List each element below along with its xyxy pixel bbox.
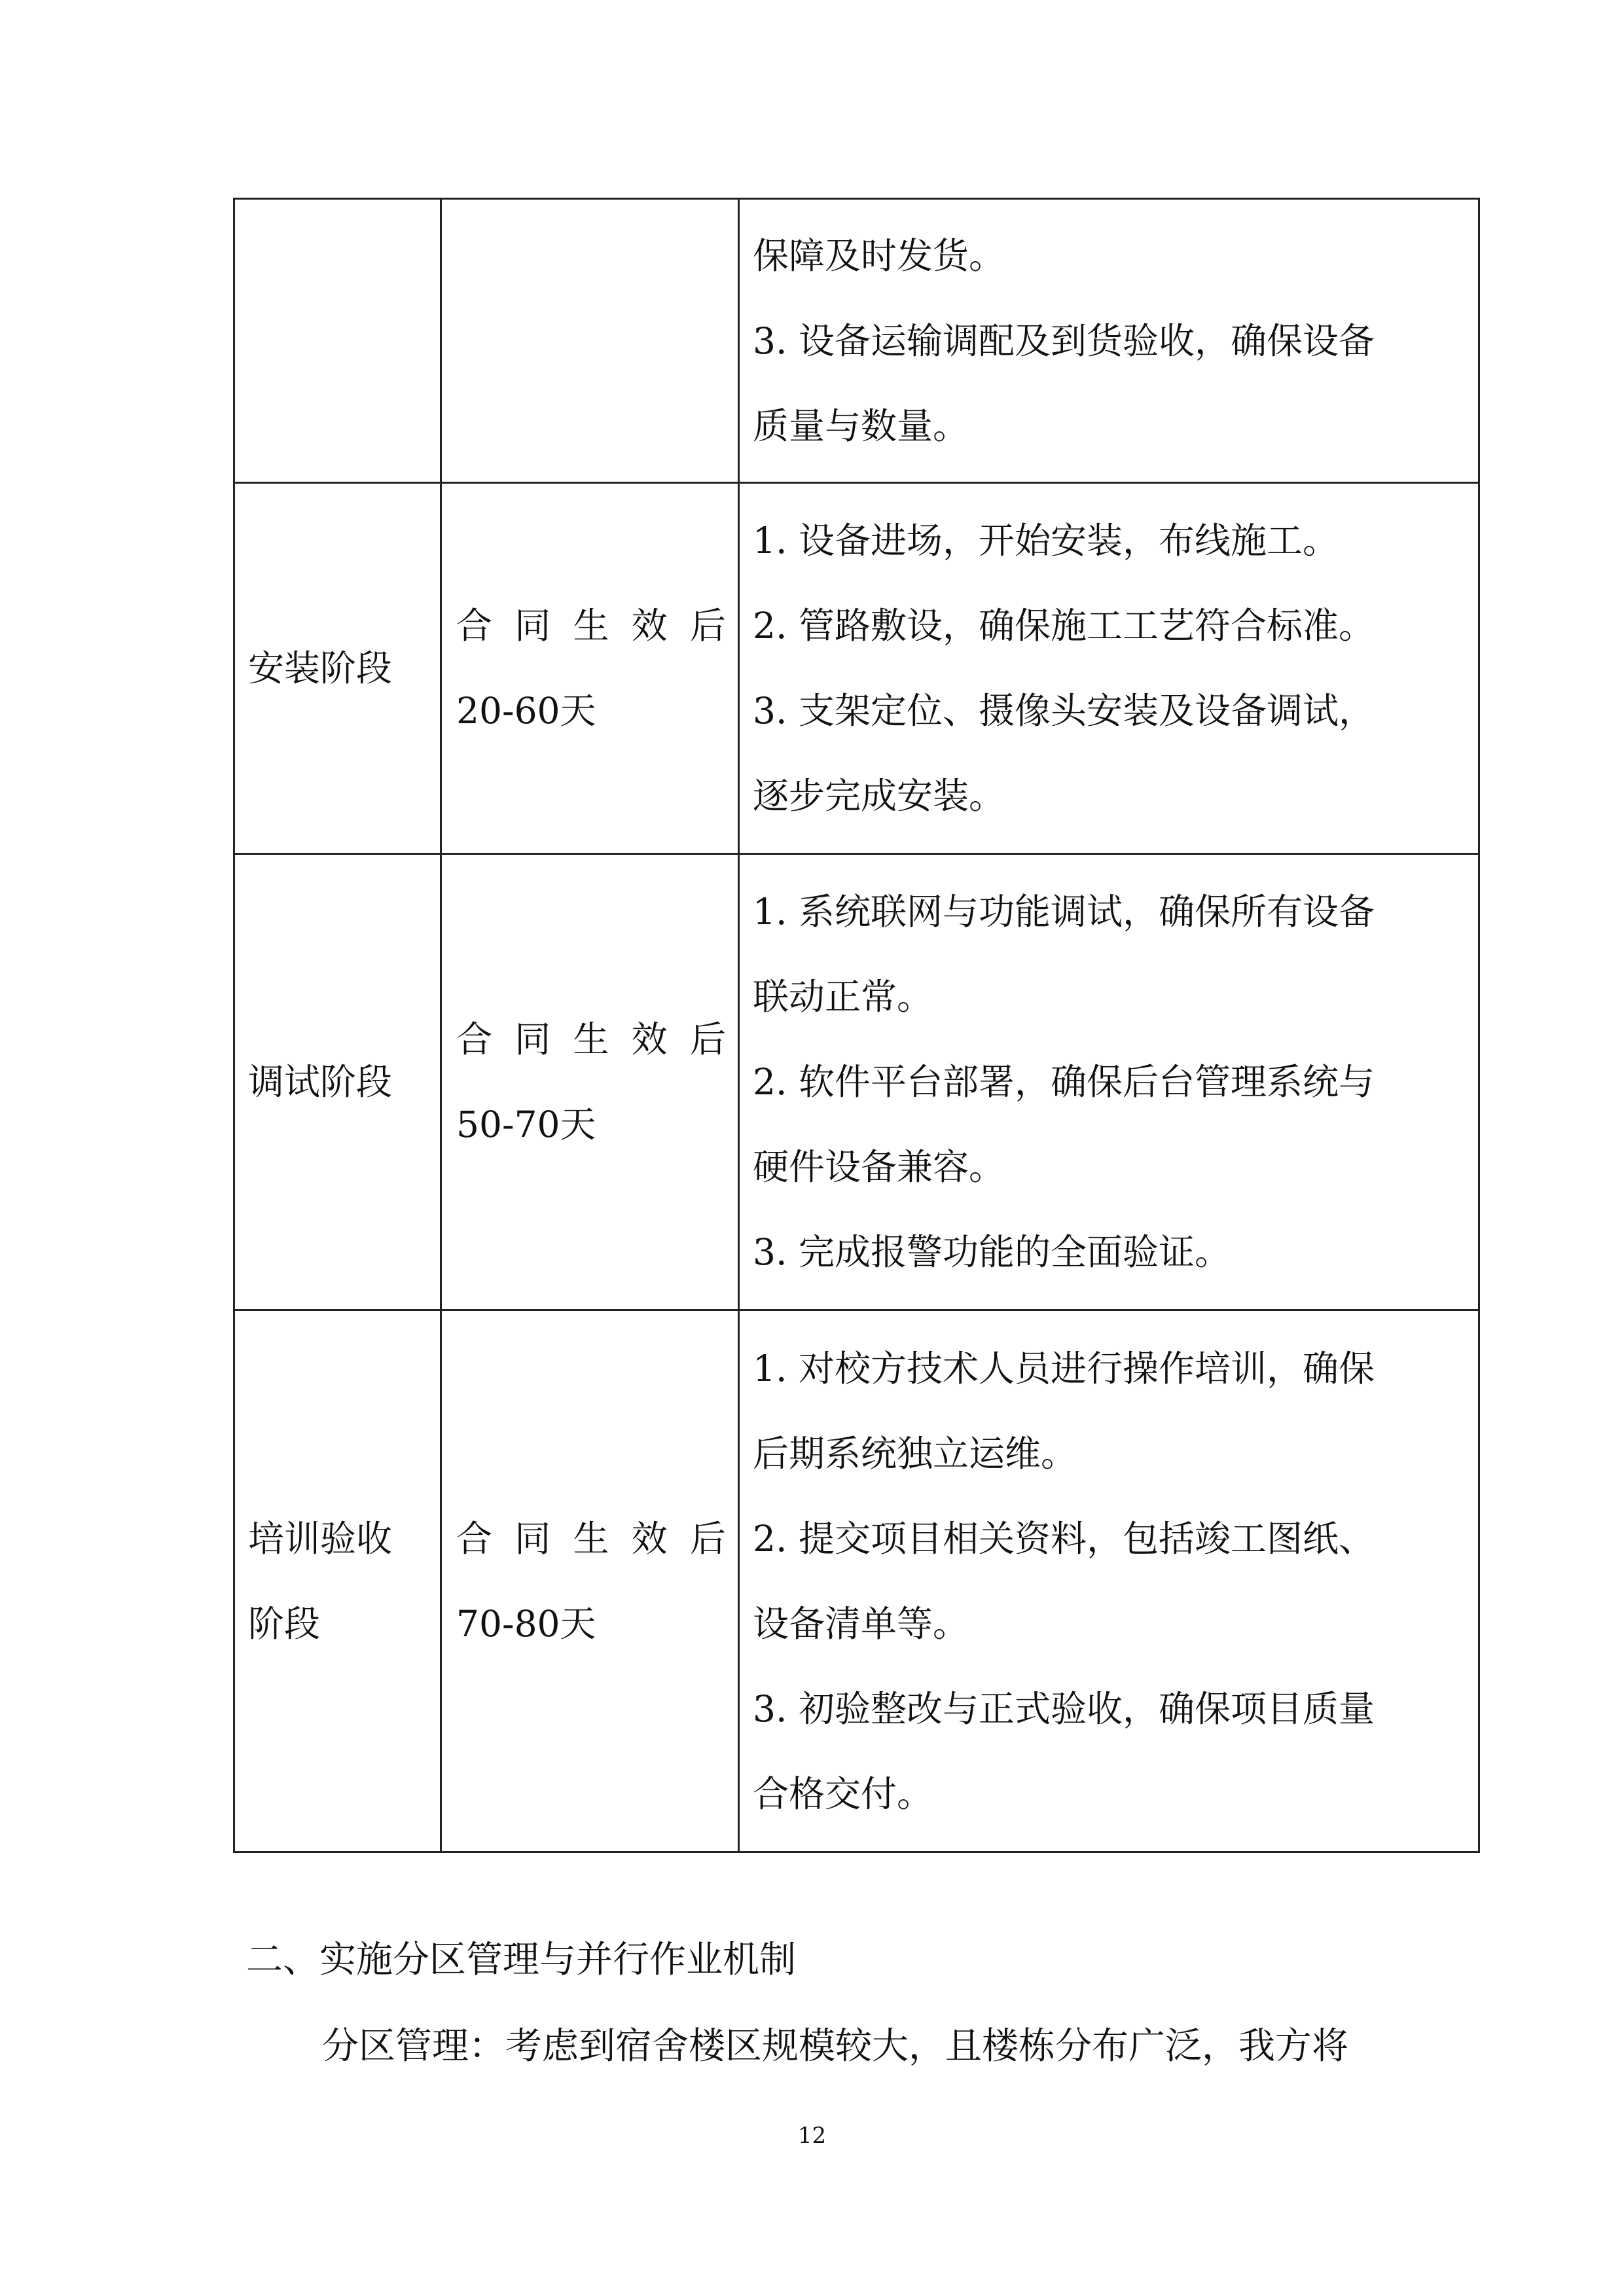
implementation-schedule-table <box>233 198 1480 1853</box>
detail-line: 3. 初验整改与正式验收，确保项目质量 <box>753 1687 1375 1730</box>
stage-name: 培训验收 <box>248 1517 393 1560</box>
detail-line: 1. 设备进场，开始安装，布线施工。 <box>753 520 1339 562</box>
stage-name: 阶段 <box>248 1602 321 1645</box>
detail-line: 硬件设备兼容。 <box>753 1146 1005 1188</box>
stage-cell <box>234 199 441 483</box>
detail-line: 保障及时发货。 <box>753 234 1005 277</box>
time-line: 20-60天 <box>456 690 596 732</box>
body-paragraph: 分区管理：考虑到宿舍楼区规模较大，且楼栋分布广泛，我方将 <box>322 2025 1348 2068</box>
detail-line: 后期系统独立运维。 <box>753 1432 1077 1475</box>
time-line: 70-80天 <box>456 1602 596 1645</box>
time-line: 合同生效后 <box>456 1517 726 1560</box>
table-row <box>234 1310 1479 1852</box>
stage-name: 调试阶段 <box>248 1061 393 1103</box>
detail-line: 3. 支架定位、摄像头安装及设备调试， <box>753 690 1375 732</box>
details-cell <box>739 483 1479 854</box>
detail-line: 1. 系统联网与功能调试，确保所有设备 <box>753 891 1375 933</box>
stage-name: 安装阶段 <box>248 647 393 689</box>
time-line: 合同生效后 <box>456 1018 726 1060</box>
detail-line: 2. 提交项目相关资料，包括竣工图纸、 <box>753 1517 1375 1560</box>
details-cell <box>739 199 1479 483</box>
table-row <box>234 199 1479 483</box>
time-line: 合同生效后 <box>456 605 726 647</box>
detail-line: 1. 对校方技术人员进行操作培训，确保 <box>753 1347 1375 1390</box>
detail-line: 合格交付。 <box>753 1772 933 1815</box>
time-cell <box>441 1310 739 1852</box>
time-line: 50-70天 <box>456 1103 596 1145</box>
stage-cell <box>234 854 441 1310</box>
table-row <box>234 483 1479 854</box>
detail-line: 联动正常。 <box>753 976 933 1018</box>
time-cell <box>441 854 739 1310</box>
detail-line: 质量与数量。 <box>753 404 969 447</box>
section-heading: 二、实施分区管理与并行作业机制 <box>246 1939 796 1981</box>
stage-cell <box>234 1310 441 1852</box>
detail-line: 3. 设备运输调配及到货验收，确保设备 <box>753 319 1375 362</box>
detail-line: 3. 完成报警功能的全面验证。 <box>753 1231 1231 1273</box>
detail-line: 2. 管路敷设，确保施工工艺符合标准。 <box>753 605 1375 647</box>
time-cell <box>441 199 739 483</box>
table-row <box>234 854 1479 1310</box>
details-cell <box>739 854 1479 1310</box>
stage-cell <box>234 483 441 854</box>
detail-line: 设备清单等。 <box>753 1602 969 1645</box>
details-cell <box>739 1310 1479 1852</box>
page-number: 12 <box>797 2123 827 2149</box>
time-cell <box>441 483 739 854</box>
detail-line: 2. 软件平台部署，确保后台管理系统与 <box>753 1061 1375 1103</box>
detail-line: 逐步完成安装。 <box>753 775 1005 817</box>
